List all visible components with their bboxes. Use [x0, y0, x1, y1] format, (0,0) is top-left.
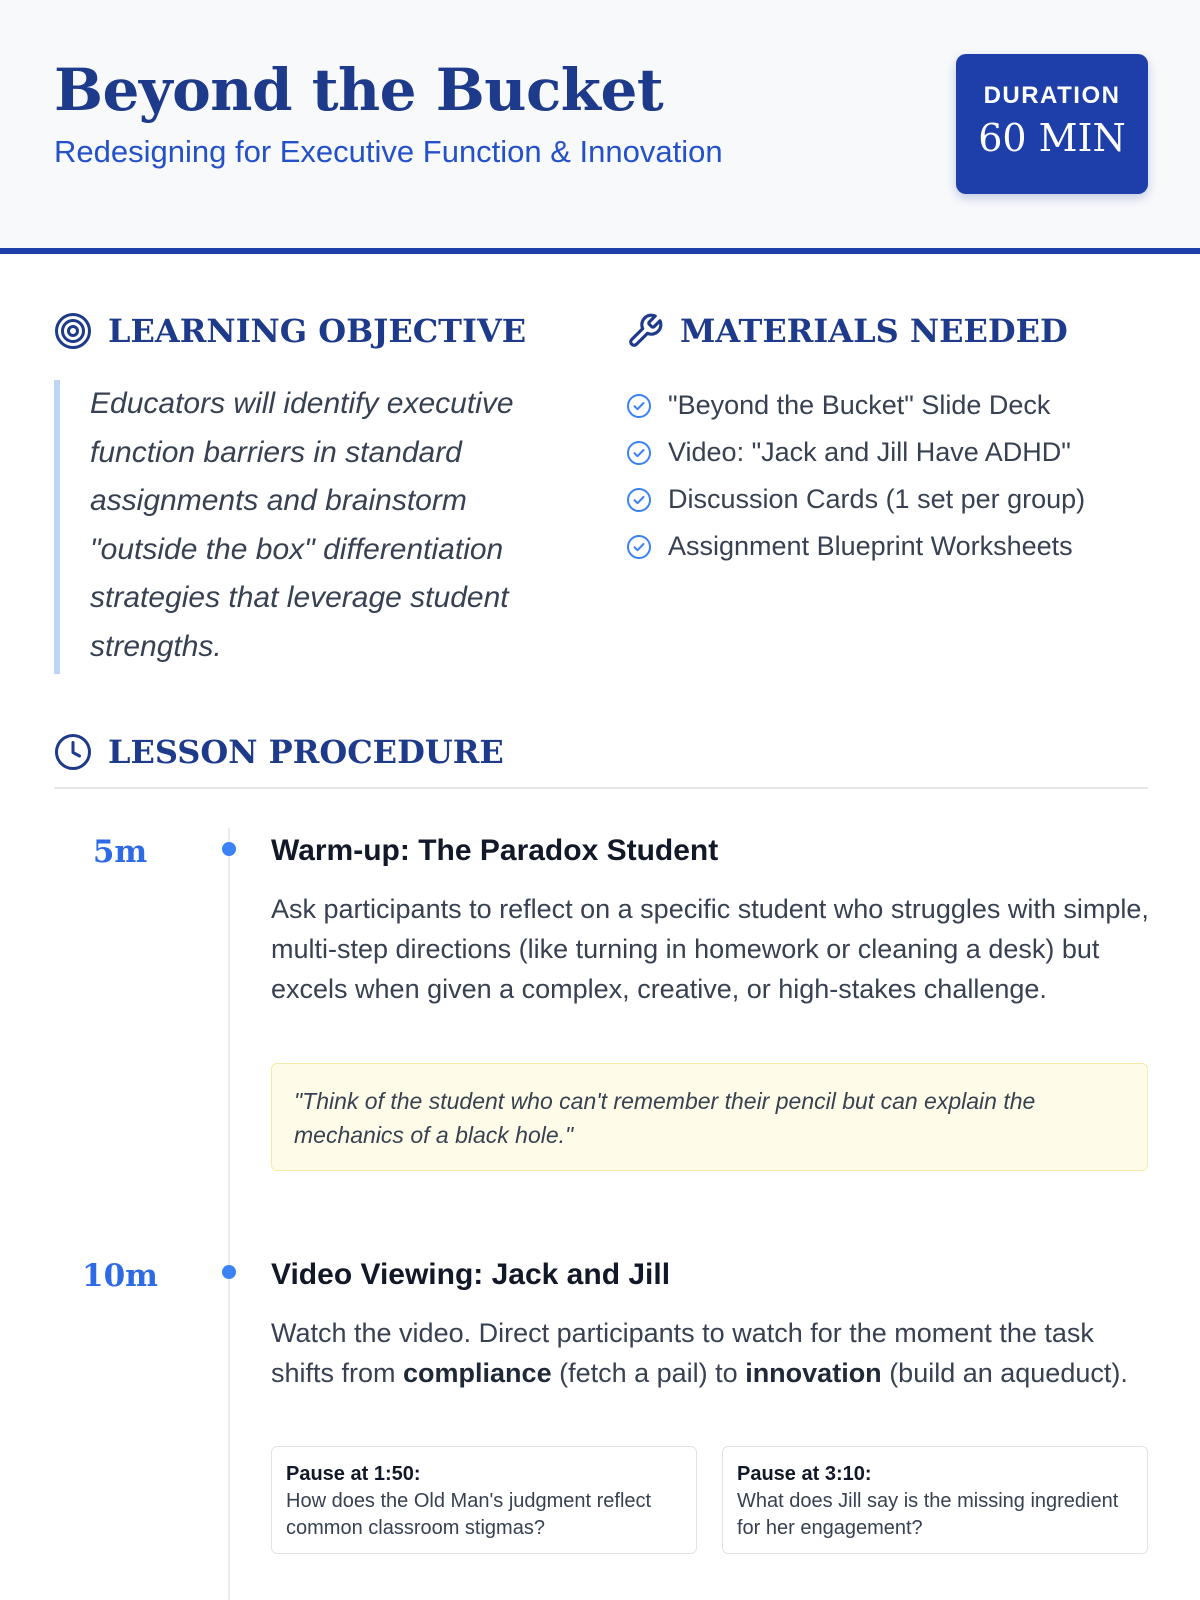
wrench-icon: [626, 312, 664, 350]
material-label: Discussion Cards (1 set per group): [668, 484, 1086, 514]
material-label: Assignment Blueprint Worksheets: [668, 531, 1073, 561]
objective-heading-text: LEARNING OBJECTIVE: [108, 312, 527, 350]
procedure-heading-text: LESSON PROCEDURE: [108, 733, 504, 771]
step-description: [271, 1313, 1151, 1393]
objective-text: Educators will identify executive function barriers in standard assignments and brainstorm "outside the box" differentiation strategies that leverage student strengths.: [54, 380, 574, 674]
check-circle-icon: [626, 487, 652, 513]
materials-heading: [626, 312, 1068, 350]
procedure-heading: [54, 733, 504, 771]
pause-card: [271, 1446, 697, 1554]
list-item: [626, 523, 1085, 570]
material-label: "Beyond the Bucket" Slide Deck: [668, 390, 1051, 420]
list-item: [626, 476, 1085, 523]
pause-question: What does Jill say is the missing ingredient for her engagement?: [737, 1490, 1119, 1539]
pause-label: Pause at 1:50:: [286, 1463, 421, 1485]
duration-label: DURATION: [983, 82, 1121, 109]
step-title: Video Viewing: Jack and Jill: [271, 1258, 671, 1291]
check-circle-icon: [626, 440, 652, 466]
step-quote: "Think of the student who can't remember their pencil but can explain the mechanics of a black hole.": [271, 1063, 1148, 1171]
body-text: (fetch a pail) to: [551, 1358, 746, 1388]
body-emphasis: innovation: [745, 1358, 882, 1388]
timeline-line: [228, 828, 230, 1600]
check-circle-icon: [626, 534, 652, 560]
divider: [54, 787, 1148, 789]
step-duration: 10m: [82, 1258, 158, 1294]
objective-heading: [54, 312, 526, 350]
page-title: Beyond the Bucket: [54, 56, 664, 124]
list-item: [626, 429, 1085, 476]
timeline-dot: [222, 842, 236, 856]
body-text: (build an aqueduct).: [881, 1358, 1128, 1388]
step-description: Ask participants to reflect on a specific student who struggles with simple, multi-step directions (like turning in homework or cleaning a desk) but excels when given a complex, creative, or high-stakes challenge.: [271, 894, 1149, 1004]
step-duration: 5m: [92, 834, 148, 870]
check-circle-icon: [626, 393, 652, 419]
body-emphasis: compliance: [403, 1358, 552, 1388]
duration-value: 60 MIN: [978, 116, 1126, 160]
list-item: [626, 382, 1085, 429]
pause-label: Pause at 3:10:: [737, 1463, 872, 1485]
target-icon: [54, 312, 92, 350]
step-title: Warm-up: The Paradox Student: [271, 834, 719, 867]
pause-card: [722, 1446, 1148, 1554]
materials-list: [626, 382, 1085, 570]
timeline-dot: [222, 1265, 236, 1279]
materials-heading-text: MATERIALS NEEDED: [680, 312, 1068, 350]
body-text: Watch the video. Direct participants to watch for the moment the task shifts from: [271, 1318, 1094, 1388]
material-label: Video: "Jack and Jill Have ADHD": [668, 437, 1071, 467]
page-subtitle: Redesigning for Executive Function & Innovation: [54, 134, 723, 169]
clock-icon: [54, 733, 92, 771]
page-header: [0, 0, 1200, 254]
pause-question: How does the Old Man's judgment reflect common classroom stigmas?: [286, 1490, 652, 1539]
duration-badge: [956, 54, 1148, 194]
